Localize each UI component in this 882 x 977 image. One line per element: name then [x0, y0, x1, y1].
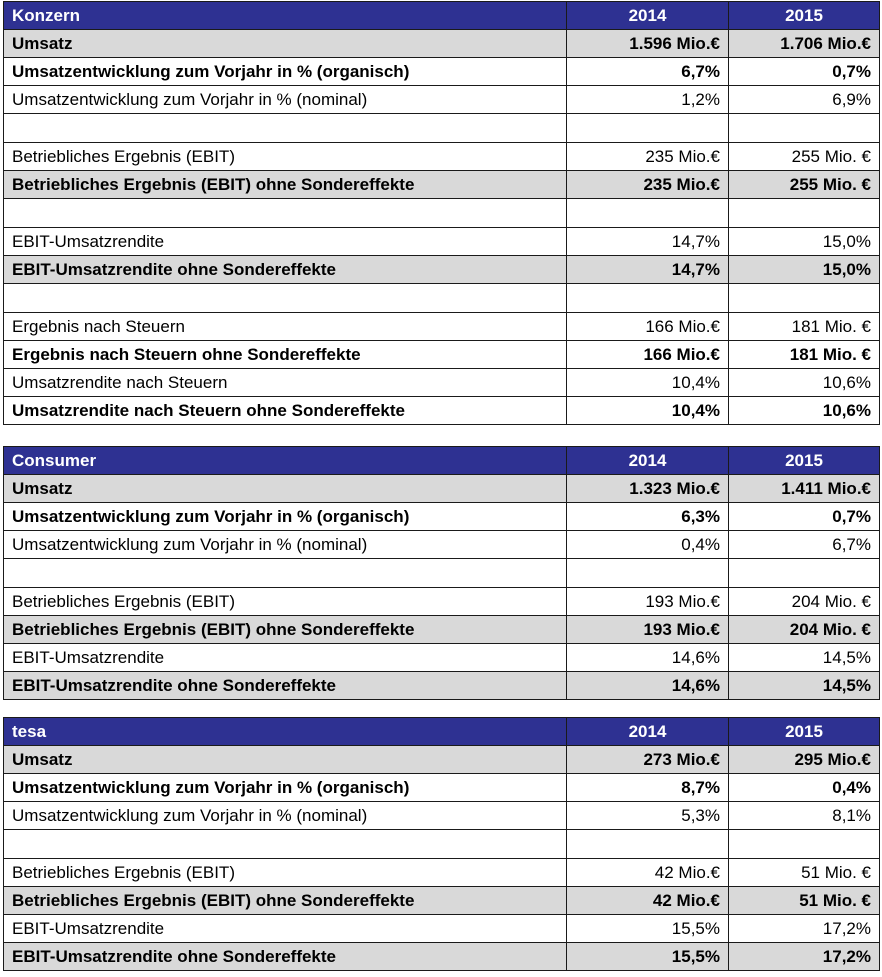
value-2015: 255 Mio. €: [729, 143, 880, 171]
consumer-table: [3, 446, 879, 700]
value-2015: 51 Mio. €: [729, 887, 880, 915]
value-2015: 1.411 Mio.€: [729, 475, 880, 503]
value-2015: 181 Mio. €: [729, 313, 880, 341]
year-2015-header: 2015: [729, 447, 880, 475]
tesa-header-row: [4, 718, 880, 746]
row-label: Umsatzrendite nach Steuern: [4, 369, 567, 397]
row-label: Umsatzentwicklung zum Vorjahr in % (organisch): [4, 774, 567, 802]
spacer-row: [4, 199, 880, 228]
row-label: Betriebliches Ergebnis (EBIT) ohne Sondereffekte: [4, 171, 567, 199]
value-2014: 14,6%: [567, 644, 729, 672]
value-2014: 10,4%: [567, 369, 729, 397]
value-2014: 6,3%: [567, 503, 729, 531]
value-2015: 255 Mio. €: [729, 171, 880, 199]
row-label: EBIT-Umsatzrendite ohne Sondereffekte: [4, 256, 567, 284]
row-label: Ergebnis nach Steuern ohne Sondereffekte: [4, 341, 567, 369]
konzern-header-row: [4, 2, 880, 30]
row-label: EBIT-Umsatzrendite ohne Sondereffekte: [4, 943, 567, 971]
table-row: [4, 228, 880, 256]
row-label: Betriebliches Ergebnis (EBIT): [4, 143, 567, 171]
row-label: EBIT-Umsatzrendite: [4, 228, 567, 256]
table-row: [4, 475, 880, 503]
value-2015: 0,4%: [729, 774, 880, 802]
table-row: [4, 644, 880, 672]
table-row: [4, 943, 880, 971]
row-label: Umsatz: [4, 746, 567, 774]
value-2014: 15,5%: [567, 915, 729, 943]
row-label: Umsatzentwicklung zum Vorjahr in % (nominal): [4, 802, 567, 830]
value-2014: 235 Mio.€: [567, 171, 729, 199]
section-title: Konzern: [4, 2, 567, 30]
value-2014: 6,7%: [567, 58, 729, 86]
value-2014: 1.323 Mio.€: [567, 475, 729, 503]
row-label: [4, 284, 567, 313]
year-2014-header: 2014: [567, 718, 729, 746]
value-2015: 181 Mio. €: [729, 341, 880, 369]
table-row: [4, 313, 880, 341]
value-2015: 8,1%: [729, 802, 880, 830]
value-2014: 5,3%: [567, 802, 729, 830]
value-2014: 235 Mio.€: [567, 143, 729, 171]
row-label: [4, 199, 567, 228]
tesa-table: [3, 717, 879, 971]
value-2014: 1,2%: [567, 86, 729, 114]
value-2014: 193 Mio.€: [567, 588, 729, 616]
value-2014: 193 Mio.€: [567, 616, 729, 644]
year-2015-header: 2015: [729, 2, 880, 30]
row-label: Umsatz: [4, 475, 567, 503]
table-row: [4, 143, 880, 171]
table-row: [4, 915, 880, 943]
table-row: [4, 171, 880, 199]
row-label: [4, 114, 567, 143]
row-label: EBIT-Umsatzrendite: [4, 644, 567, 672]
spacer-row: [4, 559, 880, 588]
value-2014: [567, 114, 729, 143]
row-label: [4, 559, 567, 588]
consumer-header-row: [4, 447, 880, 475]
value-2015: [729, 114, 880, 143]
row-label: Betriebliches Ergebnis (EBIT) ohne Sondereffekte: [4, 616, 567, 644]
value-2015: 0,7%: [729, 503, 880, 531]
value-2015: 10,6%: [729, 369, 880, 397]
table-row: [4, 30, 880, 58]
row-label: Betriebliches Ergebnis (EBIT) ohne Sondereffekte: [4, 887, 567, 915]
table-row: [4, 746, 880, 774]
table-row: [4, 397, 880, 425]
table-row: [4, 672, 880, 700]
table-row: [4, 802, 880, 830]
value-2015: 295 Mio.€: [729, 746, 880, 774]
table-row: [4, 369, 880, 397]
value-2015: [729, 199, 880, 228]
year-2015-header: 2015: [729, 718, 880, 746]
value-2015: 204 Mio. €: [729, 588, 880, 616]
value-2014: 1.596 Mio.€: [567, 30, 729, 58]
value-2015: 17,2%: [729, 943, 880, 971]
value-2014: 10,4%: [567, 397, 729, 425]
value-2015: 1.706 Mio.€: [729, 30, 880, 58]
row-label: Umsatzentwicklung zum Vorjahr in % (organisch): [4, 58, 567, 86]
table-row: [4, 503, 880, 531]
table-row: [4, 58, 880, 86]
table-row: [4, 859, 880, 887]
table-row: [4, 887, 880, 915]
value-2014: 0,4%: [567, 531, 729, 559]
value-2015: 15,0%: [729, 228, 880, 256]
row-label: Umsatzentwicklung zum Vorjahr in % (organisch): [4, 503, 567, 531]
value-2014: 15,5%: [567, 943, 729, 971]
value-2014: [567, 559, 729, 588]
row-label: EBIT-Umsatzrendite ohne Sondereffekte: [4, 672, 567, 700]
value-2015: 6,9%: [729, 86, 880, 114]
value-2014: 8,7%: [567, 774, 729, 802]
row-label: Ergebnis nach Steuern: [4, 313, 567, 341]
table-row: [4, 256, 880, 284]
value-2014: 166 Mio.€: [567, 341, 729, 369]
value-2014: 42 Mio.€: [567, 887, 729, 915]
value-2014: [567, 284, 729, 313]
value-2015: 51 Mio. €: [729, 859, 880, 887]
value-2014: 14,6%: [567, 672, 729, 700]
table-row: [4, 774, 880, 802]
value-2014: 166 Mio.€: [567, 313, 729, 341]
value-2015: 0,7%: [729, 58, 880, 86]
section-title: Consumer: [4, 447, 567, 475]
row-label: [4, 830, 567, 859]
year-2014-header: 2014: [567, 447, 729, 475]
value-2015: [729, 559, 880, 588]
value-2015: [729, 830, 880, 859]
value-2014: [567, 830, 729, 859]
table-row: [4, 341, 880, 369]
value-2015: 14,5%: [729, 672, 880, 700]
value-2014: 14,7%: [567, 228, 729, 256]
value-2014: 273 Mio.€: [567, 746, 729, 774]
value-2014: 42 Mio.€: [567, 859, 729, 887]
section-title: tesa: [4, 718, 567, 746]
value-2015: [729, 284, 880, 313]
table-row: [4, 616, 880, 644]
value-2015: 6,7%: [729, 531, 880, 559]
row-label: EBIT-Umsatzrendite: [4, 915, 567, 943]
value-2014: [567, 199, 729, 228]
value-2015: 15,0%: [729, 256, 880, 284]
value-2014: 14,7%: [567, 256, 729, 284]
konzern-table: [3, 1, 879, 425]
spacer-row: [4, 114, 880, 143]
row-label: Umsatzentwicklung zum Vorjahr in % (nominal): [4, 86, 567, 114]
spacer-row: [4, 284, 880, 313]
row-label: Umsatzentwicklung zum Vorjahr in % (nominal): [4, 531, 567, 559]
value-2015: 14,5%: [729, 644, 880, 672]
value-2015: 10,6%: [729, 397, 880, 425]
spacer-row: [4, 830, 880, 859]
table-row: [4, 588, 880, 616]
row-label: Betriebliches Ergebnis (EBIT): [4, 588, 567, 616]
row-label: Umsatzrendite nach Steuern ohne Sondereffekte: [4, 397, 567, 425]
row-label: Betriebliches Ergebnis (EBIT): [4, 859, 567, 887]
row-label: Umsatz: [4, 30, 567, 58]
value-2015: 17,2%: [729, 915, 880, 943]
table-row: [4, 86, 880, 114]
value-2015: 204 Mio. €: [729, 616, 880, 644]
table-row: [4, 531, 880, 559]
year-2014-header: 2014: [567, 2, 729, 30]
